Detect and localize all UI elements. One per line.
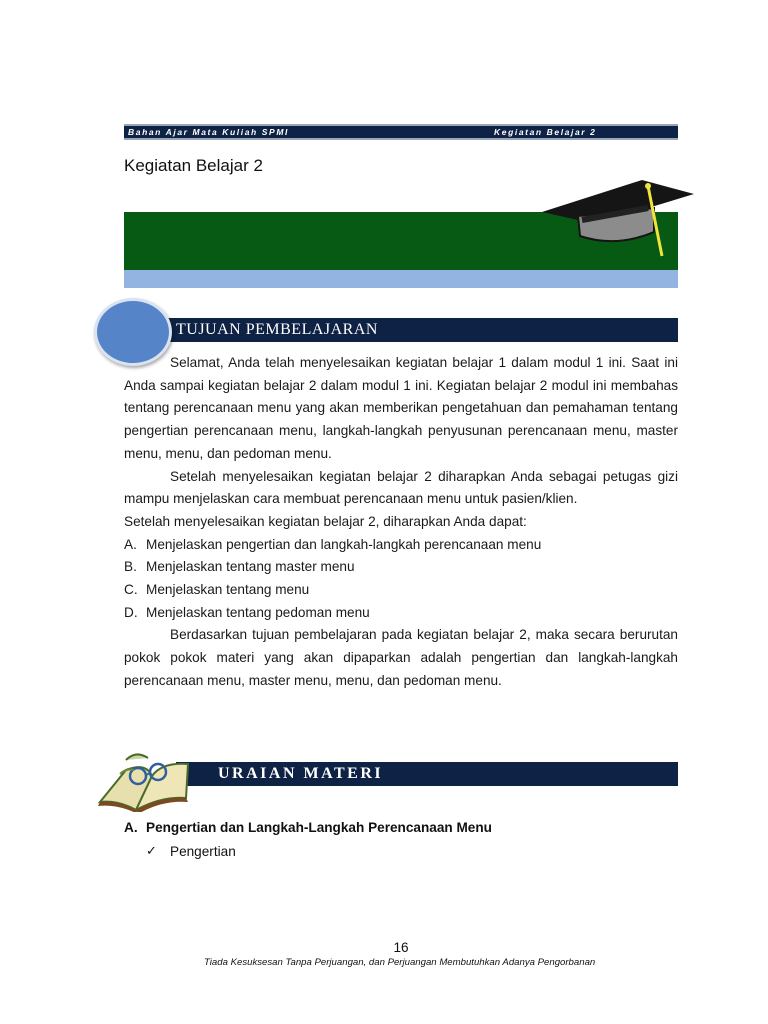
objective-item: [124, 534, 678, 557]
subheading-label: A.: [124, 820, 138, 835]
objective-label: C.: [124, 582, 138, 598]
objective-item: [124, 579, 678, 602]
light-blue-banner: [124, 270, 678, 288]
objective-item: [124, 602, 678, 625]
check-item-text: Pengertian: [170, 843, 236, 859]
check-item: [146, 843, 236, 859]
objective-label: B.: [124, 559, 137, 575]
paragraph-summary: Berdasarkan tujuan pembelajaran pada kegiatan belajar 2, maka secara berurutan pokok pokok materi yang akan dipaparkan adalah pengertian dan langkah-langkah perencanaan menu, master menu, menu, dan pedoman menu.: [124, 627, 678, 688]
subheading-text: Pengertian dan Langkah-Langkah Perencanaan Menu: [146, 820, 492, 835]
header-left-text: Bahan Ajar Mata Kuliah SPMI: [128, 127, 289, 137]
graduation-cap-icon: [538, 174, 698, 266]
section-title-tujuan: TUJUAN PEMBELAJARAN: [166, 318, 678, 342]
objective-text: Menjelaskan pengertian dan langkah-langkah perencanaan menu: [146, 536, 542, 552]
footer-quote: Tiada Kesuksesan Tanpa Perjuangan, dan Perjuangan Membutuhkan Adanya Pengorbanan: [204, 957, 596, 968]
objective-label: D.: [124, 604, 138, 620]
subheading-a: [124, 820, 492, 835]
paragraph-goal: Setelah menyelesaikan kegiatan belajar 2 diharapkan Anda sebagai petugas gizi mampu menjelaskan cara membuat perencanaan menu untuk pasien/klien.: [124, 468, 678, 507]
objective-item: [124, 556, 678, 579]
chapter-title: Kegiatan Belajar 2: [124, 156, 263, 175]
checkmark-icon: ✓: [146, 843, 157, 858]
page-number: 16: [393, 940, 409, 955]
objective-label: A.: [124, 536, 137, 552]
paragraph-lead: Setelah menyelesaikan kegiatan belajar 2, diharapkan Anda dapat:: [124, 513, 527, 529]
objective-text: Menjelaskan tentang pedoman menu: [146, 604, 370, 620]
body-text: [124, 352, 678, 693]
header-right-text: Kegiatan Belajar 2: [494, 127, 597, 137]
section-title-uraian: URAIAN MATERI: [176, 762, 678, 786]
objective-text: Menjelaskan tentang menu: [146, 582, 310, 598]
paragraph-intro: Selamat, Anda telah menyelesaikan kegiatan belajar 1 dalam modul 1 ini. Saat ini Anda sampai kegiatan belajar 2 dalam modul 1 ini. Kegiatan belajar 2 modul ini membahas tentang perencanaan menu yang akan memberikan pengetahuan dan pemahaman tentang pengertian perencanaan menu, langkah-langkah penyusunan perencanaan menu, master menu, menu, dan pedoman menu.: [124, 355, 678, 461]
open-book-icon: [96, 740, 196, 812]
running-header: [124, 124, 678, 140]
objective-text: Menjelaskan tentang master menu: [146, 559, 355, 575]
